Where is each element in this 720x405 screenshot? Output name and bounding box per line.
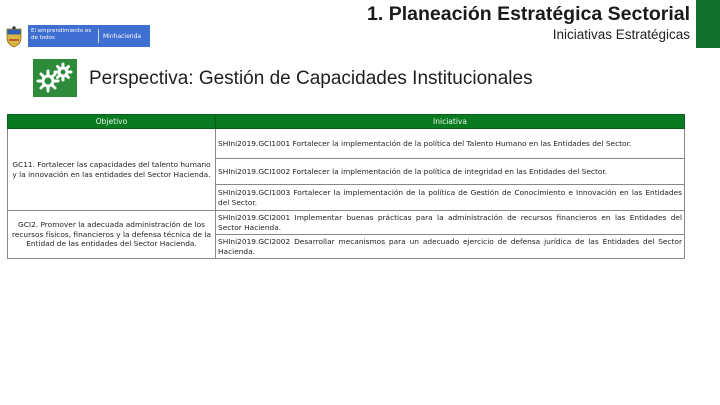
objective-cell: GC11. Fortalecer las capacidades del talento humano y la innovación en las entidades del Sector Hacienda. [8,129,216,211]
ministry-logo [28,25,150,47]
objective-column-header: Objetivo [8,115,216,129]
table-header-row [8,115,685,129]
initiatives-table [7,114,685,259]
initiative-cell: SHIni2019.GCI1002 Fortalecer la implementación de la política de integridad en las Entidades del Sector. [216,159,685,185]
initiative-cell: SHIni2019.GCI2002 Desarrollar mecanismos para un adecuado ejercicio de defensa jurídica de las Entidades del Sector Hacienda. [216,235,685,259]
initiative-cell: SHIni2019.GCI2001 Implementar buenas prácticas para la administración de recursos financieros en las Entidades del Sector Hacienda. [216,211,685,235]
logo-divider [98,29,99,43]
initiative-column-header: Iniciativa [216,115,685,129]
colombia-shield-icon [4,26,24,48]
gears-icon [33,59,77,97]
initiative-cell: SHIni2019.GCI1003 Fortalecer la implementación de la política de Gestión de Conocimiento e Innovación en las Entidades del Sector. [216,185,685,211]
page-subtitle: Iniciativas Estratégicas [552,27,690,42]
page-title: 1. Planeación Estratégica Sectorial [367,3,690,25]
logo-entity: Minhacienda [103,33,142,40]
table-row [8,211,685,235]
accent-bar [696,0,720,48]
initiative-cell: SHIni2019.GCI1001 Fortalecer la implementación de la política del Talento Humano en las Entidades del Sector. [216,129,685,159]
perspective-title: Perspectiva: Gestión de Capacidades Institucionales [89,68,533,89]
top-bar [0,0,720,52]
objective-cell: GCI2. Promover la adecuada administración de los recursos físicos, financieros y la defensa técnica de la Entidad de las entidades del Sector Hacienda. [8,211,216,259]
logo-slogan: El emprendimiento es de todos [31,28,92,41]
table-row [8,129,685,159]
